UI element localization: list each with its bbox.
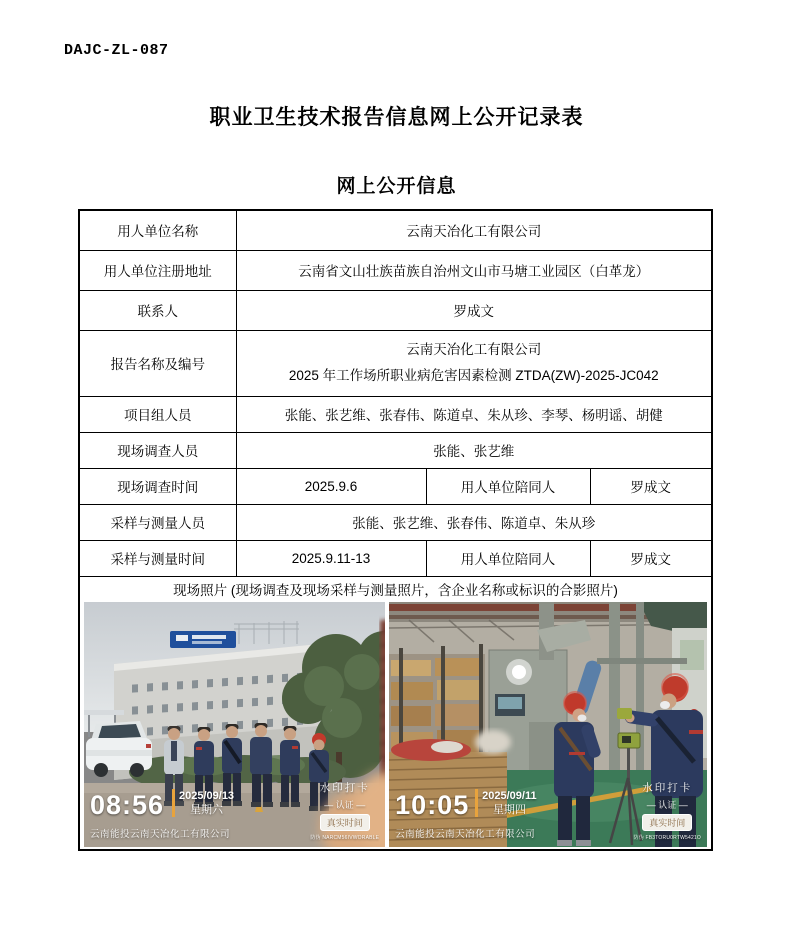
watermark-divider [475,789,478,817]
watermark-overlay [84,602,385,847]
doc-code: DAJC-ZL-087 [64,42,169,59]
row-value [236,330,712,396]
watermark-weekday: 星期四 [492,803,526,816]
stamp-subtitle: — 认证 — [646,799,688,810]
site-survey-photo [84,602,385,847]
table-row [79,290,712,330]
table-row [79,504,712,540]
row-value: 云南天冶化工有限公司 [236,210,712,250]
sampling-photo [389,602,707,847]
stamp-title: 水印打卡 [642,781,693,794]
watermark-weekday: 星期六 [190,803,224,816]
table-row [79,468,712,504]
table-row [79,432,712,468]
row-label: 联系人 [79,290,236,330]
table-row [79,540,712,576]
photos-caption: 现场照片 (现场调查及现场采样与测量照片，含企业名称或标识的合影照片) [173,582,618,598]
row-value: 2025.9.11-13 [236,540,426,576]
table-row [79,396,712,432]
photos-row [84,602,707,847]
watermark-company: 云南能投云南天冶化工有限公司 [395,828,536,840]
watermark-time: 10:05 [395,789,470,820]
row-value: 云南省文山壮族苗族自治州文山市马塘工业园区（白革龙） [236,250,712,290]
watermark-company: 云南能投云南天冶化工有限公司 [90,828,231,840]
row-label: 报告名称及编号 [79,330,236,396]
page-title: 职业卫生技术报告信息网上公开记录表 [209,106,584,129]
anti-fake-code: 防伪 NARCM56IVWORABLE [310,834,380,841]
photos-cell [79,576,712,850]
row-value: 张能、张艺维 [236,432,712,468]
table-row [79,210,712,250]
watermark-dateblock [482,790,536,818]
record-table [78,209,713,851]
row-value: 罗成文 [236,290,712,330]
watermark-stamp [310,780,379,841]
row-value: 张能、张艺维、张春伟、陈道卓、朱从珍 [236,504,712,540]
table-row [79,250,712,290]
real-time-badge: 真实时间 [320,814,370,831]
watermark-divider [172,789,175,817]
real-time-badge: 真实时间 [642,814,692,831]
report-number: 2025 年工作场所职业病危害因素检测 ZTDA(ZW)-2025-JC042 [288,368,659,383]
watermark-dateblock [179,790,234,818]
row-label: 采样与测量时间 [79,540,236,576]
row-label: 用人单位名称 [79,210,236,250]
watermark-overlay [389,602,707,847]
table-row [79,330,712,396]
row-label-secondary: 用人单位陪同人 [426,540,590,576]
page-subtitle: 网上公开信息 [336,176,457,197]
watermark-date: 2025/09/11 [482,790,537,802]
row-label: 现场调查时间 [79,468,236,504]
row-value: 2025.9.6 [236,468,426,504]
watermark-date: 2025/09/13 [179,790,235,802]
row-label-secondary: 用人单位陪同人 [426,468,590,504]
watermark-stamp [634,780,702,841]
row-value-secondary: 罗成文 [590,540,712,576]
row-value: 张能、张艺维、张春伟、陈道卓、朱从珍、李琴、杨明谣、胡健 [236,396,712,432]
report-name: 云南天冶化工有限公司 [406,341,542,357]
row-label: 现场调查人员 [79,432,236,468]
anti-fake-code: 防伪 FB3TORU0RTW5421O [633,834,702,841]
row-label: 用人单位注册地址 [79,250,236,290]
stamp-title: 水印打卡 [319,781,370,794]
row-label: 采样与测量人员 [79,504,236,540]
row-label: 项目组人员 [79,396,236,432]
stamp-subtitle: — 认证 — [324,799,366,810]
table-row [79,576,712,850]
watermark-time: 08:56 [90,789,165,820]
row-value-secondary: 罗成文 [590,468,712,504]
